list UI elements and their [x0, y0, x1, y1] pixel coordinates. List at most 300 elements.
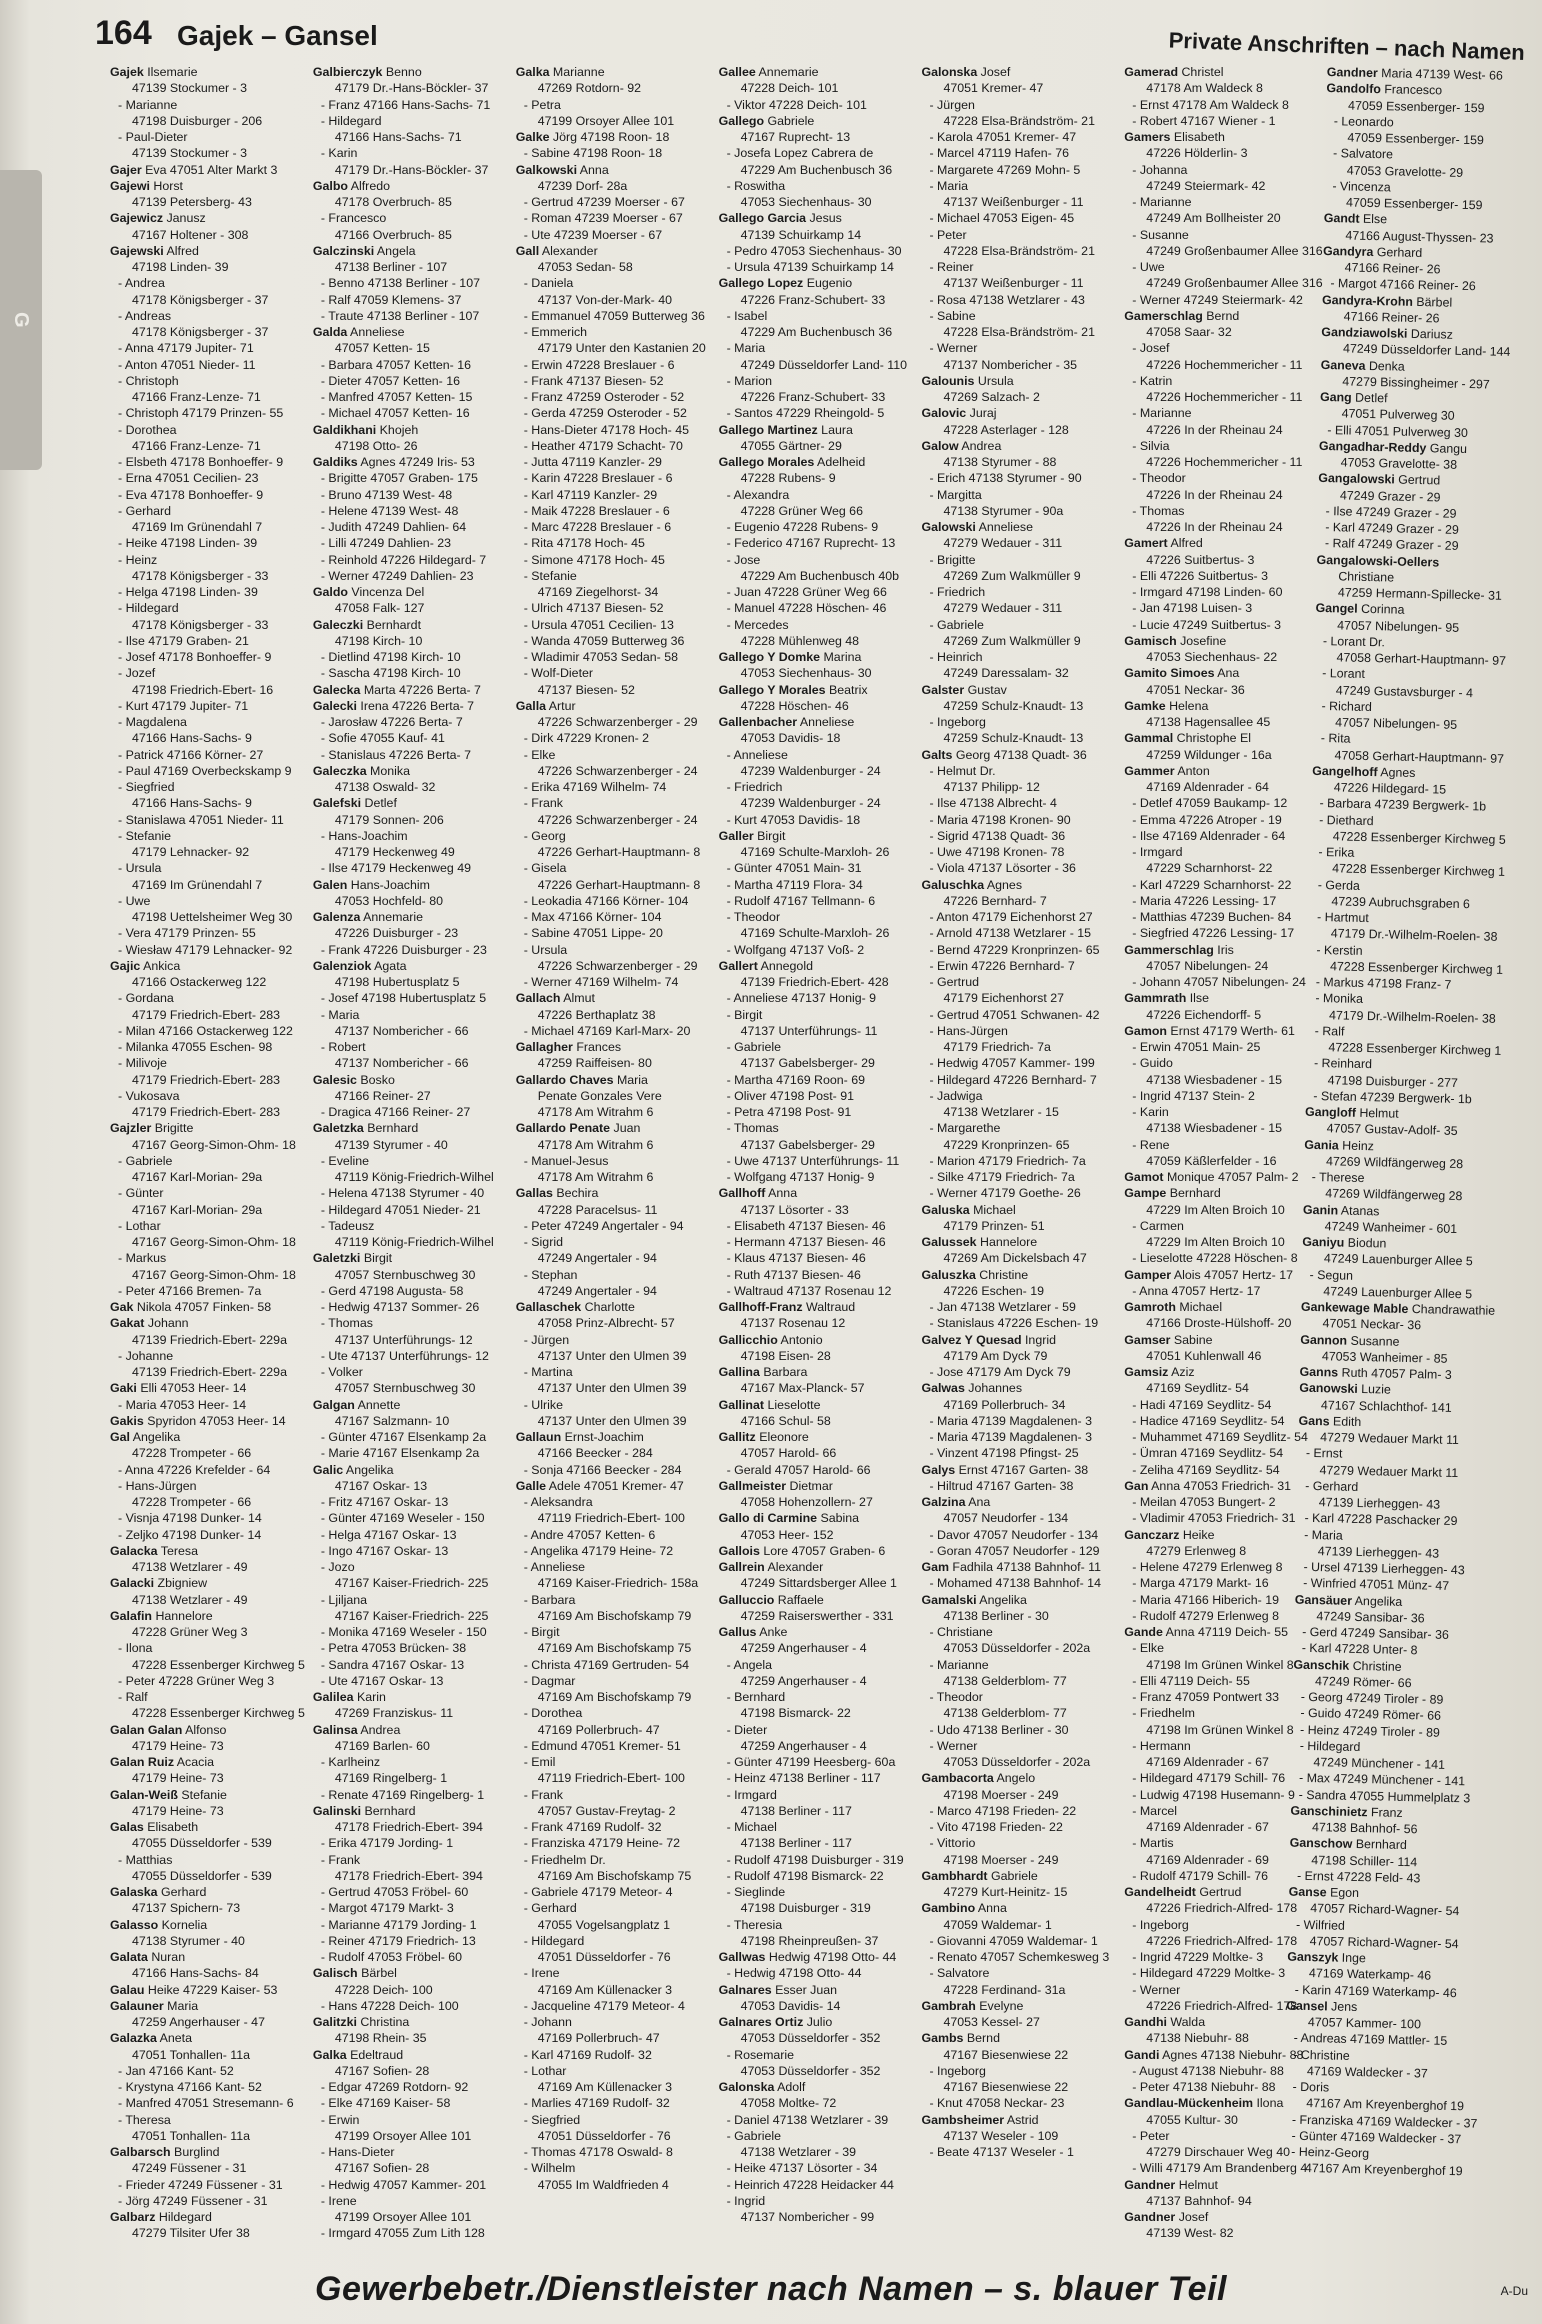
listing-address: 47058 Moltke- 72 [740, 2096, 837, 2111]
surname: Gallach [515, 991, 561, 1006]
listing-entry-name [313, 1689, 508, 1705]
listing-sub-entry: - Kurt 47053 Davidis- 18 [726, 812, 861, 827]
listing-entry-name [313, 584, 508, 600]
surname: Gandt [1323, 211, 1360, 226]
listing-sub-entry: - Rudolf 47179 Schill- 76 [1132, 1868, 1268, 1883]
listing-sub-entry: - Erwin 47226 Bernhard- 7 [929, 958, 1075, 973]
given-name-address: Susanne [1347, 1333, 1400, 1349]
listing-column-2 [313, 64, 516, 2262]
listing-sub-entry: - Frank 47137 Biesen- 52 [523, 373, 664, 388]
listing-sub-entry: - Karl 47228 Unter- 8 [1301, 1641, 1418, 1658]
listing-entry-name [313, 1250, 508, 1266]
listing-address: 47059 Essenberger- 159 [1346, 195, 1483, 213]
surname: Galda [312, 325, 348, 339]
listing-address: 47051 Pulverweg 30 [1341, 406, 1455, 423]
listing-sub-entry: - Reiner [929, 260, 974, 274]
listing-sub-entry: - Erwin 47051 Main- 25 [1132, 1040, 1261, 1054]
surname: Gangalowski [1318, 471, 1396, 487]
listing-address: 47167 Georg-Simon-Ohm- 18 [132, 1235, 296, 1249]
listing-address: 47058 Prinz-Albrecht- 57 [537, 1316, 675, 1331]
listing-entry-name [719, 958, 914, 974]
surname: Galzina [921, 1495, 966, 1509]
surname: Gallicchio [718, 1332, 778, 1347]
listing-address: 47226 Friedrich-Alfred- 178 [1146, 1933, 1298, 1948]
listing-sub-entry: - Manfred 47057 Ketten- 15 [320, 390, 473, 404]
listing-sub-entry: - Michael 47169 Karl-Marx- 20 [523, 1023, 691, 1038]
listing-sub-entry: - Marianne 47179 Jording- 1 [320, 1917, 477, 1932]
listing-address: 47229 Am Buchenbusch 36 [740, 162, 893, 177]
listing-sub-entry: - Jarosław 47226 Berta- 7 [320, 715, 463, 729]
surname: Gannon [1300, 1332, 1348, 1348]
surname: Galecka [312, 682, 361, 697]
surname: Galauner [110, 1998, 164, 2013]
surname: Gambacorta [921, 1771, 994, 1786]
listing-sub-entry: - Elsbeth 47178 Bonhoeffer- 9 [118, 455, 284, 469]
given-name-address: Nuran [147, 1950, 186, 1964]
listing-sub-entry: - Willi 47179 Am Brandenberg 4 [1132, 2161, 1308, 2176]
listing-address: 47279 Bissingheimer - 297 [1342, 374, 1491, 392]
surname: Galka [515, 65, 550, 79]
listing-sub-entry: - Irmgard [1132, 845, 1183, 859]
listing-sub-entry: - Waltraud 47137 Rosenau 12 [726, 1283, 892, 1298]
listing-sub-entry: - Werner [929, 341, 978, 356]
listing-entry-name [313, 2014, 508, 2030]
surname: Ganszyk [1287, 1949, 1339, 1965]
listing-sub-entry: - Uwe [1132, 260, 1165, 274]
listing-address: 47199 Orsoyer Allee 101 [334, 2128, 472, 2143]
listing-sub-entry: - Peter 47166 Bremen- 7a [118, 1283, 262, 1298]
surname: Gandi [1124, 2047, 1160, 2062]
surname: Gaki [110, 1381, 137, 1396]
listing-entry-name [313, 1120, 508, 1136]
listing-sub-entry: - Erika 47169 Wilhelm- 74 [523, 780, 667, 794]
listing-entry-name [110, 1998, 305, 2014]
given-name-address: Annegold [757, 958, 813, 973]
given-name-address: Kornelia [158, 1917, 208, 1932]
listing-sub-entry: - Gertrud 47051 Schwanen- 42 [929, 1007, 1100, 1022]
listing-address: 47053 Düsseldorfer - 202a [943, 1755, 1091, 1769]
given-name-address: Anneliese [347, 325, 405, 339]
listing-sub-entry: - Karola 47051 Kremer- 47 [929, 130, 1077, 144]
given-name-address: Eleonore [755, 1430, 809, 1444]
listing-address: 47166 Hans-Sachs- 9 [132, 796, 252, 811]
listing-address: 47179 Dr.-Hans-Böckler- 37 [334, 162, 489, 177]
given-name-address: Hans-Joachim [347, 877, 430, 892]
listing-address: 47179 Friedrich-Ebert- 283 [132, 1105, 281, 1119]
listing-address: 47167 Sofien- 28 [334, 2063, 430, 2078]
given-name-address: Bärbel [357, 1966, 397, 1981]
listing-sub-entry: - Heather 47179 Schacht- 70 [523, 438, 683, 453]
surname: Gam [921, 1560, 949, 1574]
listing-entry-name [516, 129, 711, 145]
listing-sub-entry: - Hermann 47137 Biesen- 46 [726, 1235, 886, 1249]
surname: Gallagher [515, 1040, 573, 1054]
listing-address: 47226 In der Rheinau 24 [1146, 487, 1283, 502]
listing-address: 47226 Hochemmericher - 11 [1146, 455, 1303, 469]
surname: Galys [921, 1462, 956, 1477]
surname: Gallenbacher [718, 715, 798, 729]
listing-address: 47137 Spichern- 73 [132, 1901, 241, 1916]
listing-address: 47053 Düsseldorfer - 202a [943, 1641, 1091, 1656]
listing-sub-entry: - Eva 47178 Bonhoeffer- 9 [118, 487, 264, 502]
listing-sub-entry: - Erika 47179 Jording- 1 [320, 1836, 454, 1851]
listing-entry-name [719, 828, 914, 844]
listing-address: 47139 Styrumer - 40 [334, 1137, 448, 1152]
listing-entry-name [1124, 308, 1319, 324]
listing-sub-entry: - Mercedes [726, 617, 789, 632]
listing-sub-entry: - Frank [523, 796, 563, 811]
listing-sub-entry: - Rita [1320, 731, 1351, 746]
listing-address: 47053 Düsseldorfer - 352 [740, 2063, 881, 2078]
listing-sub-entry: - Maria 47053 Heer- 14 [118, 1397, 247, 1412]
listing-address: 47137 Weißenburger - 11 [943, 195, 1084, 209]
listing-sub-entry: - Gerd 47249 Sansibar- 36 [1302, 1624, 1450, 1642]
listing-address: 47226 Friedrich-Alfred- 178 [1146, 1901, 1298, 1916]
listing-sub-entry: - Viktor 47228 Deich- 101 [726, 97, 867, 112]
listing-sub-entry: - Maria 47139 Magdalenen- 3 [929, 1413, 1092, 1428]
listing-sub-entry: - Tadeusz [320, 1218, 375, 1233]
given-name-address: Else [1359, 211, 1388, 227]
listing-address: 47137 Biesen- 52 [537, 682, 635, 697]
listing-sub-entry: - Maik 47228 Breslauer - 6 [523, 503, 670, 518]
given-name-address: Elisabeth [143, 1820, 199, 1834]
listing-address: 47179 Friedrich-Ebert- 283 [132, 1072, 281, 1087]
listing-entry-name [921, 2030, 1116, 2046]
listing-address: 47055 Düsseldorfer - 539 [132, 1836, 272, 1851]
given-name-address: Bernhard [1352, 1837, 1408, 1853]
listing-address: 47166 Reiner- 26 [1344, 260, 1441, 277]
listing-entry-name [110, 1543, 305, 1559]
surname: Galuschka [921, 877, 985, 892]
listing-address: 47178 Am Witrahm 6 [537, 1137, 654, 1152]
given-name-address: Laura [817, 422, 853, 437]
listing-entry-name [719, 1332, 914, 1348]
given-name-address: Andrea [958, 438, 1002, 453]
listing-sub-entry: - Richard [1321, 698, 1373, 714]
listing-sub-entry: - Volker [320, 1365, 363, 1379]
listing-sub-entry: - Sonja 47166 Beecker - 284 [523, 1462, 682, 1477]
listing-entry-name [719, 1478, 914, 1494]
listing-address: 47198 Kirch- 10 [334, 633, 423, 648]
surname: Galonska [718, 2080, 775, 2094]
listing-address: 47249 Wanheimer - 601 [1324, 1218, 1458, 1236]
listing-entry-name [516, 698, 711, 714]
listing-entry-name [719, 682, 914, 698]
listing-sub-entry: - Wilhelm [523, 2161, 576, 2176]
surname: Galenza [312, 910, 361, 924]
listing-address: 47249 Sittardsberger Allee 1 [740, 1576, 897, 1591]
listing-sub-entry: - Gabriele [726, 1040, 781, 1054]
surname: Galla [515, 698, 547, 713]
listing-sub-entry: - Oliver 47198 Post- 91 [726, 1088, 854, 1103]
listing-sub-entry: - Martis [1132, 1836, 1174, 1851]
listing-entry-name [1124, 1169, 1319, 1185]
surname: Galecki [312, 698, 357, 713]
surname: Ganin [1303, 1202, 1339, 1217]
listing-sub-entry: - Elke [1132, 1641, 1164, 1656]
listing-entry-name [1124, 942, 1319, 958]
listing-address: 47178 Am Witrahm 6 [537, 1105, 654, 1119]
listing-address: 47228 Essenberger Kirchweg 1 [1330, 959, 1504, 977]
listing-sub-entry: - Sascha 47198 Kirch- 10 [320, 666, 461, 681]
listing-sub-entry: - Gertrud 47239 Moerser - 67 [523, 195, 685, 209]
listing-address: 47053 Kessel- 27 [943, 2015, 1040, 2029]
listing-sub-entry: - Ralf 47249 Grazer - 29 [1324, 536, 1459, 554]
surname: Galafin [110, 1608, 152, 1623]
listing-sub-entry: - Gerd 47198 Augusta- 58 [320, 1283, 464, 1298]
listing-sub-entry: - Thomas 47178 Oswald- 8 [523, 2145, 673, 2159]
listing-sub-entry: - Beate 47137 Weseler - 1 [929, 2145, 1074, 2159]
listing-sub-entry: - Peter 47228 Grüner Weg 3 [118, 1673, 275, 1688]
listing-sub-entry: - Jozef [118, 666, 156, 681]
listing-sub-entry: - Friedhelm Dr. [523, 1852, 606, 1867]
listing-sub-entry: - Theresia [726, 1917, 783, 1932]
listing-sub-entry: - Franz 47059 Pontwert 33 [1132, 1690, 1280, 1704]
listing-sub-entry: - Gerald 47057 Harold- 66 [726, 1462, 871, 1477]
listing-sub-entry: - Sabine 47051 Lippe- 20 [523, 926, 663, 941]
listing-sub-entry: - Roman 47239 Moerser - 67 [523, 211, 683, 226]
given-name-address: Bärbel [1412, 294, 1453, 310]
listing-address: 47198 Duisburger - 206 [132, 113, 263, 128]
listing-address: 47057 Richard-Wagner- 54 [1309, 1933, 1459, 1951]
given-name-address: Stefanie [177, 1787, 227, 1802]
given-name-address: Janusz [163, 211, 206, 226]
surname: Galbierczyk [312, 65, 383, 79]
given-name-address: Acacia [174, 1755, 214, 1769]
listing-sub-entry: - Karl 47229 Scharnhorst- 22 [1132, 877, 1292, 892]
listing-entry-name [1124, 698, 1319, 714]
surname: Gampe [1124, 1186, 1167, 1201]
listing-sub-entry: - Frank 47169 Rudolf- 32 [523, 1820, 662, 1834]
surname: Galazka [110, 2031, 157, 2046]
given-name-address: Hildegard [155, 2210, 212, 2224]
given-name-address: Hannelore [152, 1608, 213, 1623]
listing-sub-entry: - Anna 47226 Krefelder - 64 [118, 1462, 271, 1477]
listing-address: 47169 Pollerbruch- 47 [537, 1722, 660, 1737]
listing-sub-entry: - Kurt 47179 Jupiter- 71 [118, 698, 249, 713]
surname: Galbarsch [110, 2145, 171, 2159]
surname: Galan-Weiß [110, 1787, 178, 1802]
listing-address: 47167 Am Kreyenberghof 19 [1306, 2096, 1465, 2114]
listing-entry-name [313, 763, 508, 779]
listing-sub-entry: - Muhammet 47169 Seydlitz- 54 [1132, 1430, 1308, 1444]
surname: Gamsiz [1124, 1365, 1169, 1379]
listing-sub-entry: - Hildegard [523, 1933, 585, 1948]
listing-address: 47228 Paracelsus- 11 [537, 1202, 658, 1217]
listing-sub-entry: - Ingeborg [929, 2063, 986, 2078]
listing-sub-entry: - Karl 47169 Rudolf- 32 [523, 2047, 652, 2062]
listing-address: 47169 Waterkamp- 46 [1309, 1966, 1432, 1983]
given-name-address: Anneliese [975, 520, 1034, 534]
listing-address: 47055 Im Waldfrieden 4 [537, 2177, 669, 2192]
listing-address: 47167 Kaiser-Friedrich- 225 [334, 1576, 489, 1591]
listing-sub-entry: - Mohamed 47138 Bahnhof- 14 [929, 1576, 1101, 1591]
given-name-address: Juan [610, 1121, 641, 1136]
listing-sub-entry: - Barbara 47057 Ketten- 16 [320, 357, 472, 372]
listing-entry-name [921, 1998, 1116, 2014]
listing-sub-entry: - Santos 47229 Rheingold- 5 [726, 406, 885, 421]
listing-sub-entry: - Gertrud 47053 Fröbel- 60 [320, 1885, 469, 1899]
listing-sub-entry: - Stefanie [118, 828, 172, 843]
listing-address: 47226 Schwarzenberger - 24 [537, 812, 698, 827]
listing-sub-entry: - Anneliese [726, 747, 788, 762]
listing-entry-name [110, 1949, 305, 1965]
given-name-address: Maria [613, 1072, 648, 1087]
listing-entry-name [313, 422, 508, 438]
listing-sub-entry: - Erna 47051 Cecilien- 23 [118, 471, 259, 486]
surname: Gamper [1124, 1267, 1172, 1282]
surname: Gall [515, 243, 540, 258]
listing-address: 47198 Friedrich-Ebert- 16 [132, 682, 274, 697]
listing-sub-entry: - Maria 47139 Magdalenen- 3 [929, 1430, 1092, 1444]
listing-sub-entry: - Heinrich 47228 Heidacker 44 [726, 2177, 894, 2192]
listing-address: 47167 Biesenwiese 22 [943, 2047, 1069, 2062]
listing-address: 47249 Lauenburger Allee 5 [1323, 1251, 1474, 1269]
listing-address: 47178 Königsberger - 33 [132, 568, 269, 583]
listing-address: 47139 Friedrich-Ebert- 229a [132, 1332, 287, 1347]
listing-address: 47226 Berthaplatz 38 [537, 1007, 656, 1022]
listing-sub-entry: - Brigitte [929, 552, 976, 567]
listing-sub-entry: - Theodor [1132, 471, 1186, 486]
listing-sub-entry: - Wanda 47059 Butterweg 36 [523, 633, 685, 648]
listing-address: 47169 Kaiser-Friedrich- 158a [537, 1576, 699, 1591]
listing-address: 47178 Königsberger - 33 [132, 617, 269, 632]
listing-entry-name [719, 1429, 914, 1445]
listing-sub-entry: - Traute 47138 Berliner - 107 [320, 308, 480, 323]
given-name-address: Dariusz [1407, 326, 1454, 342]
listing-address: Christiane [1338, 569, 1395, 585]
surname: Gambhardt [921, 1868, 988, 1883]
listing-sub-entry: - Renato 47057 Schemkesweg 3 [929, 1950, 1110, 1964]
listing-sub-entry: - Guido [1132, 1056, 1173, 1071]
listing-address: 47057 Ketten- 15 [334, 341, 430, 356]
given-name-address: Josefine [1176, 633, 1227, 648]
listing-sub-entry: - Erich 47138 Styrumer - 90 [929, 471, 1082, 486]
listing-sub-entry: - Theodor [929, 1690, 983, 1704]
listing-sub-entry: - Milivoje [118, 1056, 167, 1071]
listing-address: 47058 Hohenzollern- 27 [740, 1495, 873, 1509]
listing-sub-entry: - Hans 47228 Deich- 100 [320, 1998, 459, 2013]
given-name-address: Johann [144, 1316, 189, 1331]
listing-address: 47137 Unter den Ulmen 39 [537, 1413, 687, 1428]
surname: Galeczka [312, 763, 367, 778]
listing-address: 47053 Gravelotte- 38 [1340, 455, 1458, 472]
listing-address: 47138 Wetzlarer - 15 [943, 1105, 1059, 1119]
surname: Galata [110, 1950, 148, 1964]
surname: Galkowski [515, 162, 578, 177]
surname: Galuska [921, 1202, 970, 1217]
listing-entry-name [719, 113, 914, 129]
listing-address: 47053 Siechenhaus- 22 [1146, 650, 1278, 664]
listing-sub-entry: - Ilona [118, 1641, 153, 1656]
listing-address: 47053 Siechenhaus- 30 [740, 195, 872, 209]
listing-sub-entry: - August 47138 Niebuhr- 88 [1132, 2063, 1284, 2078]
listing-sub-entry: - Werner [929, 1738, 978, 1753]
surname: Gakis [110, 1413, 144, 1428]
listing-address: 47166 Overbruch- 85 [334, 227, 452, 242]
listing-address: 47226 Eichendorff- 5 [1146, 1007, 1262, 1022]
surname: Galovic [921, 406, 967, 421]
listing-sub-entry: - Peter [1132, 2128, 1170, 2143]
listing-sub-entry: - Uwe 47137 Unterführungs- 11 [726, 1153, 900, 1168]
listing-sub-entry: - Goran 47057 Neudorfer - 129 [929, 1543, 1100, 1558]
listing-entry-name [719, 714, 914, 730]
given-name-address: Angelo [993, 1771, 1036, 1786]
listing-address: 47139 Stockumer - 3 [132, 146, 248, 161]
listing-sub-entry: - Zeliha 47169 Seydlitz- 54 [1132, 1462, 1280, 1477]
given-name-address: Sabina [817, 1511, 860, 1526]
surname: Galas [110, 1820, 144, 1834]
listing-sub-entry: - Gordana [118, 991, 174, 1006]
listing-address: 47139 Lierheggen- 43 [1318, 1495, 1441, 1512]
listing-address: 47137 Nombericher - 35 [943, 357, 1078, 372]
listing-sub-entry: - Marion [726, 373, 773, 388]
listing-entry-name [1124, 129, 1319, 145]
listing-address: 47179 Lehnacker- 92 [132, 845, 250, 859]
listing-address: 47137 Unterführungs- 12 [334, 1332, 473, 1347]
listing-sub-entry: - Jan 47138 Wetzlarer - 59 [929, 1300, 1076, 1314]
surname: Galgan [312, 1397, 355, 1412]
listing-sub-entry: - Peter 47138 Niebuhr- 88 [1132, 2080, 1276, 2094]
listing-sub-entry: - Arnold 47138 Wetzlarer - 15 [929, 926, 1092, 941]
listing-sub-entry: - Sandra 47167 Oskar- 13 [320, 1657, 465, 1672]
listing-sub-entry: - Ilse 47138 Albrecht- 4 [929, 796, 1057, 811]
surname: Gamke [1124, 698, 1166, 713]
listing-sub-entry: - Stefanie [523, 568, 577, 583]
surname: Gallwas [718, 1950, 766, 1964]
listing-sub-entry: - Hans-Dieter 47178 Hoch- 45 [523, 422, 690, 437]
given-name-address: Marta 47226 Berta- 7 [360, 682, 481, 697]
listing-entry-name [516, 64, 711, 80]
listing-address: 47137 Unter den Ulmen 39 [537, 1348, 687, 1363]
listing-address: 47167 Salzmann- 10 [334, 1413, 450, 1428]
given-name-address: Maria [163, 1998, 199, 2013]
listing-address: 47228 Mühlenweg 48 [740, 633, 860, 648]
listing-address: 47051 Neckar- 36 [1146, 682, 1245, 697]
listing-entry-name [1124, 763, 1319, 779]
listing-address: 47229 Am Buchenbusch 36 [740, 325, 893, 339]
listing-entry-name [110, 243, 305, 259]
listing-address: 47169 Am Küllenacker 3 [537, 2080, 673, 2094]
listing-address: 47228 Ferdinand- 31a [943, 1982, 1066, 1997]
listing-address: 47269 Wildfängerweg 28 [1326, 1153, 1464, 1171]
listing-sub-entry: - Hadi 47169 Seydlitz- 54 [1132, 1397, 1272, 1412]
listing-entry-name [516, 1478, 711, 1494]
listing-sub-entry: - Doris [1292, 2079, 1330, 2095]
listing-sub-entry: - Aleksandra [523, 1495, 593, 1509]
listing-sub-entry: - Stefan 47239 Bergwerk- 1b [1313, 1088, 1473, 1107]
listing-sub-entry: - Stephan [523, 1267, 578, 1282]
listing-sub-entry: - Maria 47198 Kronen- 90 [929, 812, 1071, 827]
surname: Galasso [110, 1917, 159, 1932]
listing-sub-entry: - Anneliese [523, 1560, 586, 1574]
listing-address: 47198 Moerser - 249 [943, 1787, 1059, 1802]
listing-sub-entry: - Erika [1318, 844, 1355, 860]
listing-entry-name [110, 1982, 305, 1998]
listing-sub-entry: - Magdalena [118, 715, 187, 729]
given-name-address: Anna [975, 1901, 1007, 1916]
listing-address: 47179 Sonnen- 206 [334, 812, 444, 827]
listing-address: 47279 Wedauer - 311 [943, 536, 1063, 551]
listing-entry-name [921, 1900, 1116, 1916]
given-name-address: Heike 47229 Kaiser- 53 [144, 1982, 278, 1997]
listing-entry-name [110, 1917, 305, 1933]
listing-sub-entry: - Klaus 47137 Biesen- 46 [726, 1251, 866, 1266]
listing-entry-name [516, 243, 711, 259]
listing-address: 47169 Im Grünendahl 7 [132, 520, 263, 534]
listing-sub-entry: - Wilfried [1296, 1917, 1346, 1933]
given-name-address: Raffaele [774, 1592, 824, 1607]
